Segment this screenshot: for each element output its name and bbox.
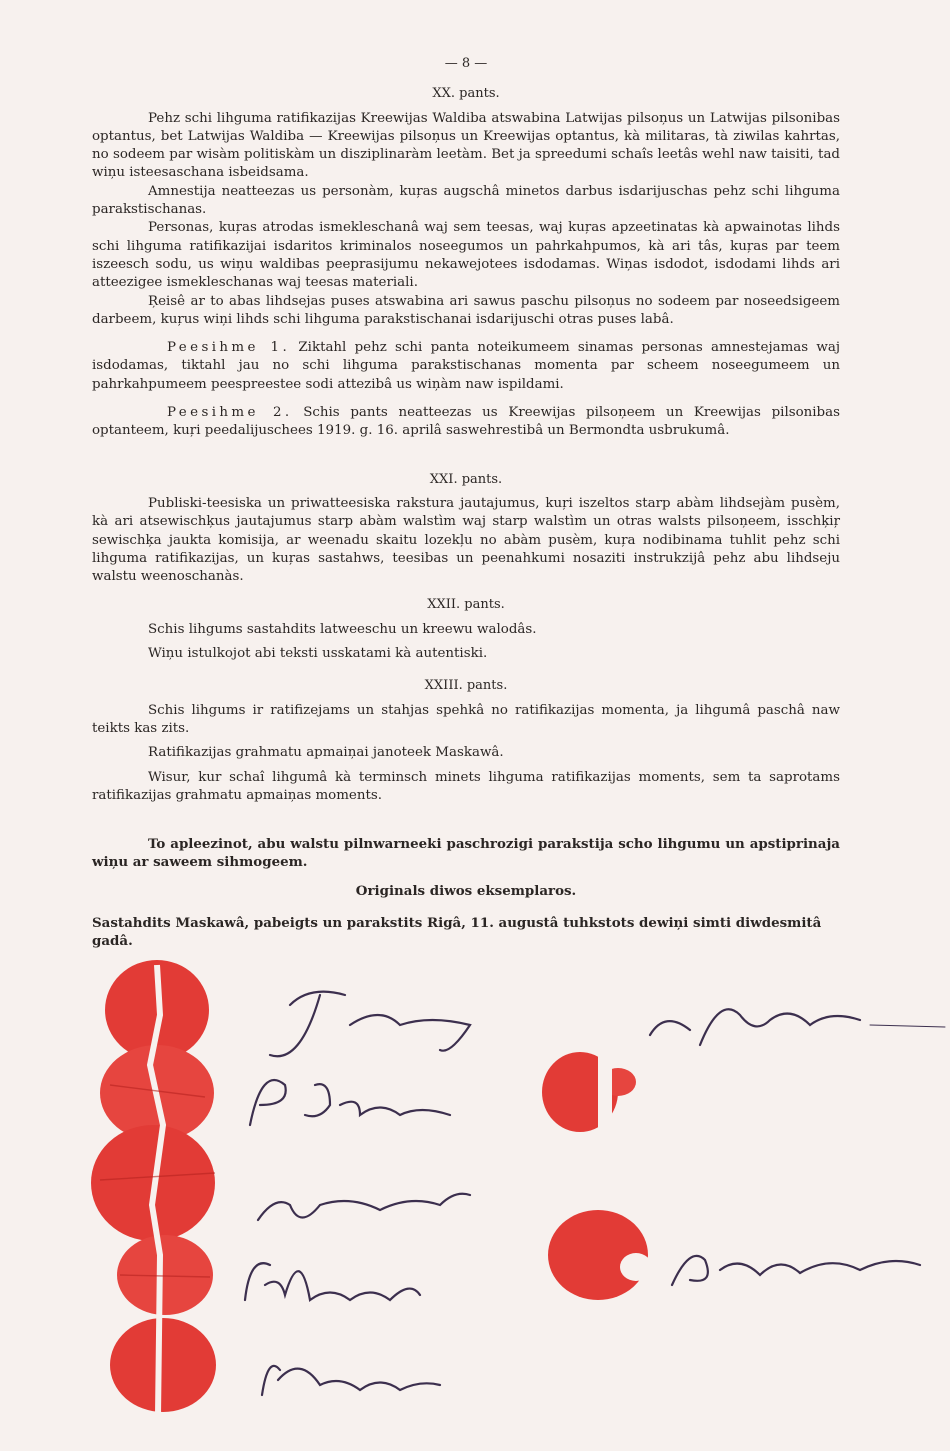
wax-seal xyxy=(110,1318,216,1412)
article-22-line: Wiņu istulkojot abi teksti usskatami kà autentiski. xyxy=(148,646,488,662)
article-23-heading: XXIII. pants. xyxy=(424,678,508,694)
note-2-label: Peesihme 2. xyxy=(167,405,293,421)
article-20-paragraph: Personas, kuŗas atrodas ismekleschanâ waj sem teesas, waj kuŗas apzeetinatas kà apwainotas lihds schi lihguma ratifikazijai isdaritos kriminalos noseegumos un pahrkahpumos, kà ari tâs, kuŗas par teem iszeesch sodu, us wiņu waldibas peeprasijumu nekawejotees isdodamas. Wiņas isdodot, isdodami lihds ari atteezigee ismekleschanas waj teesas materiali. xyxy=(92,220,840,291)
article-20-heading: XX. pants. xyxy=(432,86,500,102)
article-23-paragraph: Schis lihgums ir ratifizejams un stahjas spehkâ no ratifikazijas momenta, ja lihgumâ paschâ naw teikts kas zits. xyxy=(92,702,840,736)
signature-bergis xyxy=(250,1080,450,1125)
signature-joffe xyxy=(650,1009,860,1045)
article-22-line: Schis lihgums sastahdits latweeschu un kreewu walodâs. xyxy=(148,621,537,637)
note-1-label: Peesihme 1. xyxy=(167,340,291,356)
article-23-paragraph: Ratifikazijas grahmatu apmaiņai janoteek Maskawâ. xyxy=(148,745,504,761)
signature-rule xyxy=(870,1025,945,1027)
closing-witness: To apleezinot, abu walstu pilnwarneeki paschrozigi parakstija scho lihgumu un apstiprinaja wiņu ar saweem sihmogeem. xyxy=(92,836,840,871)
treaty-text xyxy=(92,55,840,951)
signature-label xyxy=(699,1015,737,1028)
signature-label xyxy=(300,1375,353,1388)
page-number: — 8 — xyxy=(444,56,488,71)
article-20-note-2 xyxy=(92,404,840,441)
signature-bwostoff xyxy=(258,1194,470,1220)
article-21-heading: XXI. pants. xyxy=(429,471,503,487)
signature-label xyxy=(299,1020,354,1033)
note-1-text: Ziktahl pehz schi panta noteikumeem sinamas personas amnestejamas waj isdodamas, tiktahl jau no schi lihguma parakstischanas momenta par scheem noseegumeem un pahrkahpumeem peespreestee sodi attezibâ us wiņàm naw ispildami. xyxy=(92,340,841,392)
signature-label xyxy=(300,1105,348,1118)
wax-seal-column-right xyxy=(542,1050,652,1300)
closing-originals: Originals diwos eksemplaros. xyxy=(355,882,577,899)
article-20-paragraph: Pehz schi lihguma ratifikazijas Kreewijas Waldiba atswabina Latwijas pilsoņus un Latwijas pilsonibas optantus, bet Latwijas Waldiba — Kreewijas pilsoņus un Kreewijas optantus, kà militaras, tà ziwilas kahrtas, no sodeem par wisàm politiskàm un disziplinaràm leetàm. Bet ja spreedumi schaîs leetâs wehl naw taisiti, tad wiņu isteesaschana isbeidsama. xyxy=(92,110,840,181)
note-2-text: Schis pants neatteezas us Kreewijas pilsoņeem un Kreewijas pilsonibas optanteem, kuŗi peedalijuschees 1919. g. 16. aprilâ saswehrestibâ un Bermondta usbrukumâ. xyxy=(92,405,840,439)
signature-label xyxy=(299,1200,361,1213)
closing-place-date: Sastahdits Maskawâ, pabeigts un parakstits Rigâ, 11. augustâ tuhkstots dewiņi simti diwdesmitâ gadâ. xyxy=(92,914,822,950)
signature-label xyxy=(300,1280,355,1293)
article-22-heading: XXII. pants. xyxy=(427,597,505,613)
article-23-paragraph: Wisur, kur schaî lihgumâ kà terminsch minets lihguma ratifikazijas moments, sem ta saprotams ratifikazijas grahmatu apmaiņas moments. xyxy=(92,769,840,803)
article-21-paragraph: Publiski-teesiska un priwatteesiska rakstura jautajumus, kuŗi iszeltos starp abàm lihdsejàm pusèm, kà ari atsewischķus jautajumus starp abàm walstìm waj starp walstìm un otras walsts pilsoņeem, isschķiŗ sewischķa jaukta komisija, ar weenadu skaitu lozekļu no abàm pusèm, kuŗa nodibinama tuhlit pehz schi lihguma ratifikazijas, un kuŗas sastahws, teesibas un peenahkumi nosaziti instrukzijâ pehz abu lihdseju walstu weenoschanàs. xyxy=(92,495,840,585)
seals-and-signatures xyxy=(0,955,950,1451)
article-20-paragraph: Ŗeisê ar to abas lihdsejas puses atswabina ari sawus paschu pilsoņus no sodeem par noseedsigeem darbeem, kuŗus wiņi lihds schi lihguma parakstischanai isdarijuschi otras puses labâ. xyxy=(92,293,840,327)
article-20-paragraph: Amnestija neatteezas us personàm, kuŗas augschâ minetos darbus isdarijuschas pehz schi lihguma parakstischanas. xyxy=(92,183,840,218)
wax-seal-column-left xyxy=(91,960,216,1415)
signature-label xyxy=(699,1260,757,1273)
article-20-note-1 xyxy=(92,339,840,394)
signatures xyxy=(245,992,945,1395)
